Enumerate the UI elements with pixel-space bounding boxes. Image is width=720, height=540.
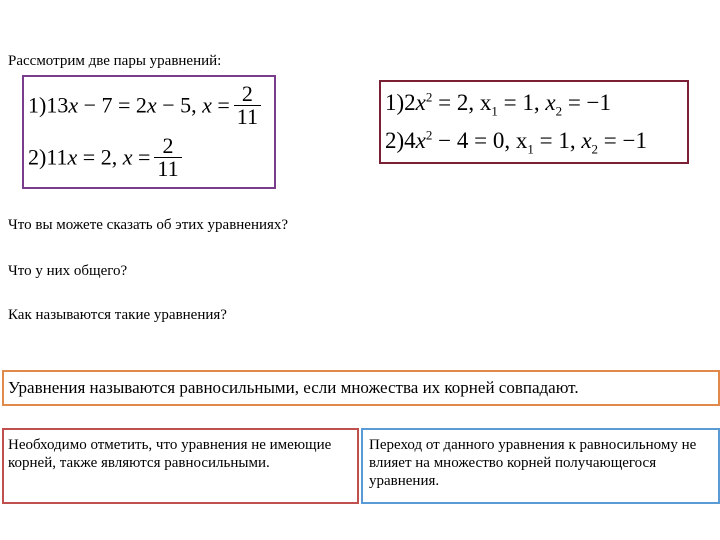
fraction-denominator: 11 <box>154 157 181 180</box>
equation-2-2: $2)4x^2 - 4 = 0$, $x_1 = 1$, $x_2 = -1$ <box>385 127 647 157</box>
question-1: Что вы можете сказать об этих уравнениях? <box>8 217 289 233</box>
equation-1-1: 1)13x − 7 = 2x − 5, x = $\frac{2}{11}$ <box>28 83 261 128</box>
question-3: Как называются такие уравнения? <box>8 307 227 323</box>
equation-2-1: $1)2x^2 = 2$, $x_1 = 1$, $x_2 = -1$ <box>385 89 612 119</box>
equation-1-2: 2)11x = 2, x = $\frac{2}{11}$ <box>28 135 182 180</box>
equation-box-pair-2 <box>379 80 689 164</box>
note-right-box <box>361 428 720 504</box>
definition-text: Уравнения называются равносильными, если множества их корней совпадают. <box>8 378 579 397</box>
intro-text: Рассмотрим две пары уравнений: <box>8 53 222 69</box>
fraction-numerator: 2 <box>241 81 253 106</box>
fraction-denominator: 11 <box>234 105 261 128</box>
note-left-text: Необходимо отметить, что уравнения не имеющие корней, также являются равносильными. <box>8 437 332 471</box>
note-left-box <box>2 428 359 504</box>
fraction-numerator: 2 <box>162 133 174 158</box>
definition-box <box>2 370 720 406</box>
question-2: Что у них общего? <box>8 263 128 279</box>
equation-box-pair-1 <box>22 75 276 189</box>
note-right-text: Переход от данного уравнения к равносильному не влияет на множество корней получающегося уравнения. <box>369 437 697 489</box>
